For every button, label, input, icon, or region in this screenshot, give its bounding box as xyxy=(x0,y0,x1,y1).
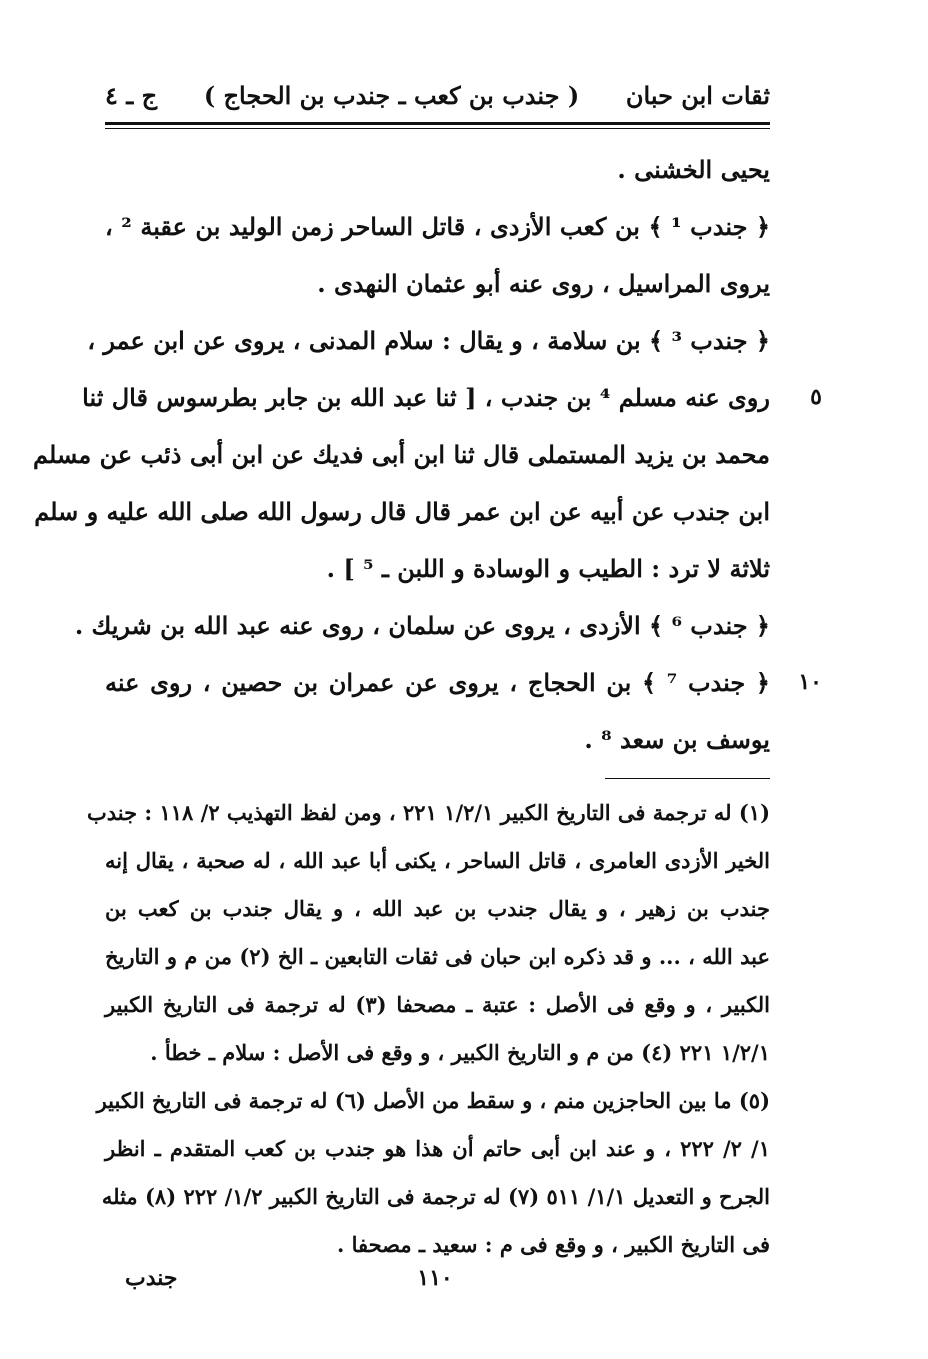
text-line-content: يحيى الخشنى . xyxy=(617,155,770,184)
text-line xyxy=(87,312,770,369)
book-page xyxy=(33,70,822,1300)
header-rule-thin xyxy=(105,128,770,129)
footnote-line: ١/ ٢/ ٢٢٢ ، و عند ابن أبى حاتم أن هذا هو جندب بن كعب المتقدم ـ انظر xyxy=(105,1136,770,1161)
text-line-content: ﴿ جندب ³ ﴾ بن سلامة ، و يقال : سلام المدنى ، يروى عن ابن عمر ، xyxy=(87,326,770,355)
footnote-line: الجرح و التعديل ١/١/ ٥١١ (٧) له ترجمة فى التاريخ الكبير ١/٢/ ٢٢٢ (٨) مثله xyxy=(101,1184,770,1209)
footnote-line: (٥) ما بين الحاجزين منم ، و سقط من الأصل (٦) له ترجمة فى التاريخ الكبير xyxy=(96,1088,770,1113)
text-line-content: ﴿ جندب ⁶ ﴾ الأزدى ، يروى عن سلمان ، روى عنه عبد الله بن شريك . xyxy=(74,611,770,640)
line-number: ٥ xyxy=(810,384,822,410)
main-text xyxy=(33,141,822,768)
text-line xyxy=(105,654,822,711)
text-line-content: ﴿ جندب ⁷ ﴾ بن الحجاج ، يروى عن عمران بن حصين ، روى عنه xyxy=(105,668,770,697)
book-title: ثقات ابن حبان xyxy=(625,80,770,110)
text-line xyxy=(105,141,770,198)
footnote-line: فى التاريخ الكبير ، و وقع فى م : سعيد ـ مصحفا . xyxy=(336,1232,770,1257)
text-line xyxy=(82,369,822,426)
footnote-line: (١) له ترجمة فى التاريخ الكبير ١/٢/١ ٢٢١ ، ومن لفظ التهذيب ٢/ ١١٨ : جندب xyxy=(87,800,770,825)
text-line xyxy=(105,540,770,597)
text-line xyxy=(33,426,770,483)
text-line xyxy=(105,255,770,312)
footnote-line: جندب بن زهير ، و يقال جندب بن عبد الله ، و يقال جندب بن كعب بن xyxy=(105,896,770,921)
text-line-content: يروى المراسيل ، روى عنه أبو عثمان النهدى . xyxy=(317,269,770,298)
line-number: ١٠ xyxy=(798,669,822,695)
text-line xyxy=(105,198,770,255)
footnote-line: الخير الأزدى العامرى ، قاتل الساحر ، يكنى أبا عبد الله ، له صحبة ، يقال إنه xyxy=(105,848,770,873)
text-line-content: روى عنه مسلم ⁴ بن جندب ، [ ثنا عبد الله بن جابر بطرسوس قال ثنا xyxy=(82,383,770,412)
header-rule-thick xyxy=(105,122,770,125)
catchword: جندب xyxy=(125,1265,178,1291)
text-line xyxy=(34,483,770,540)
section-range: ( جندب بن كعب ـ جندب بن الحجاج ) xyxy=(203,80,580,110)
footnote-separator xyxy=(605,778,770,779)
volume-label: ج ـ ٤ xyxy=(105,80,158,110)
text-line-content: محمد بن يزيد المستملى قال ثنا ابن أبى فديك عن ابن أبى ذئب عن مسلم xyxy=(33,440,770,469)
footnote-line: ١/٢/١ ٢٢١ (٤) من م و التاريخ الكبير ، و وقع فى الأصل : سلام ـ خطأ . xyxy=(150,1040,770,1065)
text-line xyxy=(105,711,770,768)
text-line-content: ﴿ جندب ¹ ﴾ بن كعب الأزدى ، قاتل الساحر زمن الوليد بن عقبة ² ، xyxy=(105,212,771,241)
footnote-line: الكبير ، و وقع فى الأصل : عتبة ـ مصحفا (٣) له ترجمة فى التاريخ الكبير xyxy=(105,992,770,1017)
page-footer xyxy=(105,1265,770,1295)
text-line-content: يوسف بن سعد ⁸ . xyxy=(584,725,770,754)
text-line-content: ثلاثة لا ترد : الطيب و الوسادة و اللبن ـ ⁵ ] . xyxy=(326,554,770,583)
text-line xyxy=(74,597,770,654)
running-header xyxy=(105,70,770,120)
footnotes xyxy=(87,789,770,1269)
text-line-content: ابن جندب عن أبيه عن ابن عمر قال قال رسول الله صلى الله عليه و سلم xyxy=(34,497,770,526)
page-number: ١١٠ xyxy=(417,1265,453,1291)
footnote-line: عبد الله ، ... و قد ذكره ابن حبان فى ثقات التابعين ـ الخ (٢) من م و التاريخ xyxy=(105,944,770,969)
